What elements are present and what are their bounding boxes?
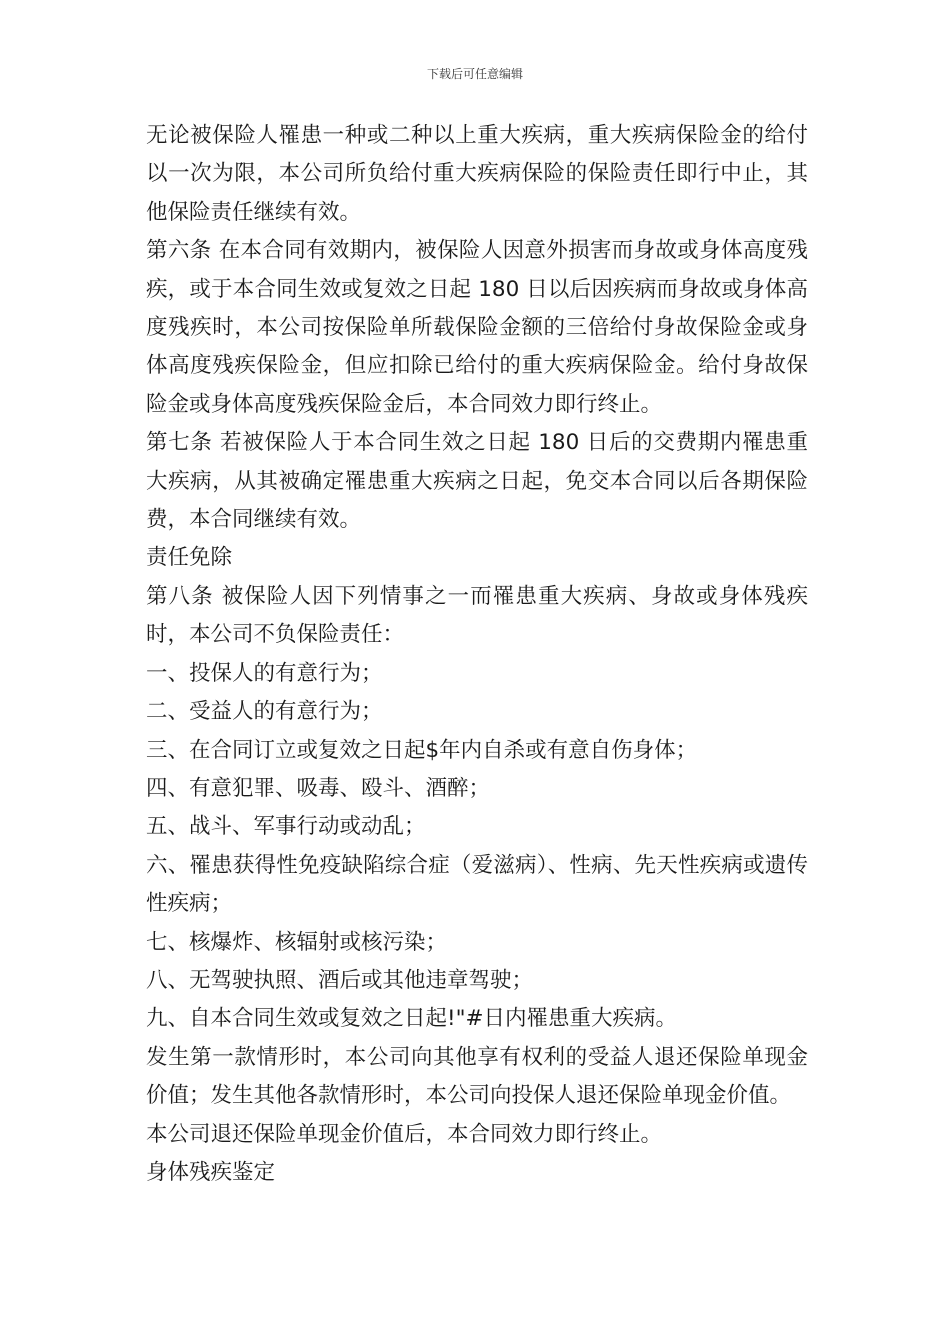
paragraph-critical-illness-limit: 无论被保险人罹患一种或二种以上重大疾病，重大疾病保险金的给付以一次为限，本公司所负给付重大疾病保险的保险责任即行中止，其他保险责任继续有效。	[146, 123, 808, 225]
paragraph-contract-termination: 本公司退还保险单现金价值后，本合同效力即行终止。	[146, 1121, 663, 1147]
exclusion-item-4: 四、有意犯罪、吸毒、殴斗、酒醉；	[146, 775, 491, 801]
paragraph-article-6: 第六条 在本合同有效期内，被保险人因意外损害而身故或身体高度残疾，或于本合同生效或复效之日起 180 日以后因疾病而身故或身体高度残疾时，本公司按保险单所载保险金额的三倍给付身故保险金或身体高度残疾保险金，但应扣除已给付的重大疾病保险金。给付身故保险金或身体高度残疾保险金后，本合同效力即行终止。	[146, 238, 808, 417]
section-heading-disability-assessment: 身体残疾鉴定	[146, 1159, 276, 1185]
exclusion-item-3: 三、在合同订立或复效之日起$年内自杀或有意自伤身体；	[146, 737, 698, 763]
document-body	[146, 117, 808, 1192]
page-header-note: 下载后可任意编辑	[426, 67, 523, 81]
paragraph-article-7: 第七条 若被保险人于本合同生效之日起 180 日后的交费期内罹患重大疾病，从其被确定罹患重大疾病之日起，免交本合同以后各期保险费，本合同继续有效。	[146, 430, 808, 533]
paragraph-article-8: 第八条 被保险人因下列情事之一而罹患重大疾病、身故或身体残疾时，本公司不负保险责任：	[146, 583, 808, 648]
exclusion-item-2: 二、受益人的有意行为；	[146, 699, 383, 725]
section-heading-exclusions: 责任免除	[146, 545, 233, 571]
paragraph-cash-value-refund: 发生第一款情形时，本公司向其他享有权利的受益人退还保险单现金价值；发生其他各款情形时，本公司向投保人退还保险单现金价值。	[146, 1044, 808, 1109]
exclusion-item-1: 一、投保人的有意行为；	[146, 660, 383, 686]
exclusion-item-6: 六、罹患获得性免疫缺陷综合症（爱滋病）、性病、先天性疾病或遗传性疾病；	[146, 852, 808, 917]
exclusion-item-5: 五、战斗、军事行动或动乱；	[146, 814, 426, 840]
exclusion-item-8: 八、无驾驶执照、酒后或其他违章驾驶；	[146, 967, 534, 993]
exclusion-item-7: 七、核爆炸、核辐射或核污染；	[146, 929, 448, 955]
exclusion-item-9: 九、自本合同生效或复效之日起!"#日内罹患重大疾病。	[146, 1006, 678, 1032]
